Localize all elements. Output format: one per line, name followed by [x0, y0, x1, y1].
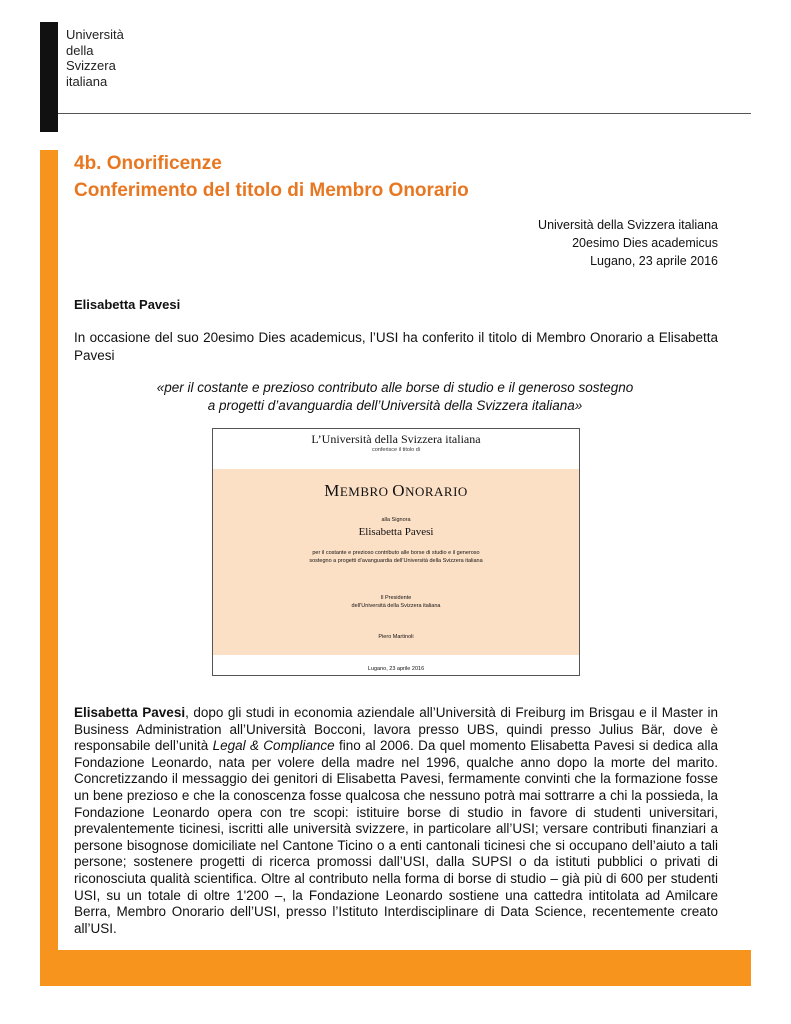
logo-line: italiana [66, 73, 108, 89]
certificate-title [213, 481, 579, 501]
certificate-header [213, 432, 579, 472]
university-logo [66, 27, 124, 89]
dateline-date: Lugano, 23 aprile 2016 [590, 254, 718, 268]
dateline-university: Università della Svizzera italiana [538, 218, 718, 232]
title-line-1: 4b. Onorificenze [74, 153, 222, 174]
certificate-title-rest-1: EMBRO [339, 484, 393, 499]
logo-line: della [66, 42, 94, 58]
header-divider [58, 113, 751, 114]
certificate-date: Lugano, 23 aprile 2016 [367, 666, 425, 672]
title-line-2: Conferimento del titolo di Membro Onorario [74, 180, 469, 201]
logo-line: Università [66, 27, 124, 42]
certificate-president-line-2: dell’Università della Svizzera italiana [351, 602, 441, 609]
logo-bar [40, 22, 58, 132]
dateline-event: 20esimo Dies academicus [572, 236, 718, 250]
intro-paragraph: In occasione del suo 20esimo Dies academicus, l’USI ha conferito il titolo di Membro Onorario a Elisabetta Pavesi [74, 330, 718, 363]
certificate-description [213, 550, 579, 565]
certificate-president [213, 595, 579, 610]
certificate-title-cap-1: M [324, 481, 340, 500]
bio-name: Elisabetta Pavesi [74, 705, 186, 720]
certificate-title-rest-2: NORARIO [405, 484, 468, 499]
certificate-title-cap-2: O [392, 481, 406, 500]
bio-paragraph [74, 705, 718, 937]
bio-part-2: fino al 2006. Da quel momento Elisabetta Pavesi si dedica alla Fondazione Leonardo, nata per volere della madre nel 1996, qualche anno dopo la morte del marito. Concretizzando il messaggio dei genitori di Elisabetta Pavesi, fermamente convinti che la formazione fosse un bene prezioso e che la conoscenza fosse qualcosa che nessuno potrà mai sottrarre a chi la possieda, la Fondazione Leonardo opera con tre scopi: istituire borse di studio in favore di studenti universitari, prevalentemente ticinesi, iscritti alle università svizzere, in particolare all’USI; versare contributi finanziari a persone bisognose domiciliate nel Cantone Ticino o a enti cantonali ticinesi che si occupano dell’aiuto a tali persone; sostenere progetti di ricerca promossi dall’USI, dalla SUPSI o da istituti pubblici o privati di riconosciuta qualità scientifica. Oltre al contributo nella forma di borse di studio – già più di 600 per studenti USI, su un totale di oltre 1'200 –, la Fondazione Leonardo sostiene una cattedra intitolata ad Amilcare Berra, Membro Onorario dell’USI, presso l’Istituto Interdisciplinare di Data Science, recentemente creato all’USI. [74, 738, 718, 936]
footer-accent-bar [40, 950, 751, 986]
certificate-band [213, 469, 579, 655]
motto-quote [110, 379, 680, 415]
bio-unit: Legal & Compliance [212, 738, 335, 754]
certificate-name: Elisabetta Pavesi [358, 526, 434, 538]
certificate-university: L’Università della Svizzera italiana [311, 432, 481, 446]
bio-part-1: , dopo gli studi in economia aziendale all’Università di Freiburg im Brisgau e il Master in Business Administration all’Università Bocconi, lavora presso UBS, quindi presso Julius Bär, dove è responsabile dell’unità [74, 705, 718, 754]
motto-line-2: a progetti d’avanguardia dell’Università della Svizzera italiana» [207, 398, 583, 413]
certificate-confers: conferisce il titolo di [372, 447, 420, 453]
motto-line-1: «per il costante e prezioso contributo alle borse di studio e il generoso sostegno [156, 380, 634, 395]
page-title [74, 150, 469, 204]
honoree-heading: Elisabetta Pavesi [74, 297, 181, 312]
dateline [538, 216, 718, 270]
certificate-desc-line-2: sostegno a progetti d’avanguardia dell’Università della Svizzera italiana [309, 557, 483, 564]
side-accent-bar [40, 150, 58, 950]
certificate-desc-line-1: per il costante e prezioso contributo alle borse di studio e il generoso [312, 550, 480, 556]
certificate-signatory: Piero Martinoli [378, 634, 414, 640]
certificate-to-lady: alla Signora [381, 517, 411, 523]
logo-line: Svizzera [66, 58, 116, 73]
certificate-image [212, 428, 580, 676]
certificate-president-line-1: Il Presidente [380, 595, 412, 601]
